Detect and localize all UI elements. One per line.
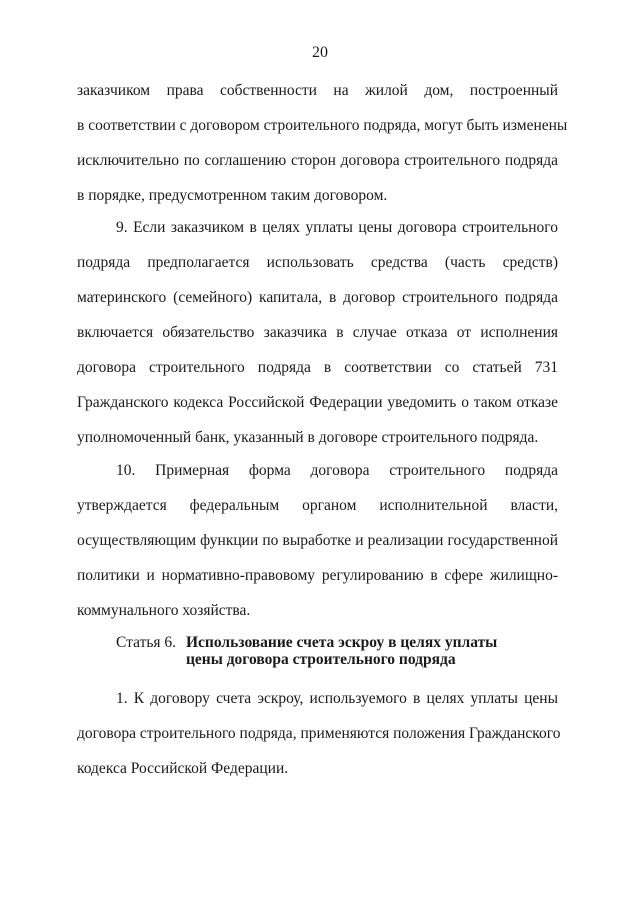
article-title-line: цены договора строительного подряда: [186, 651, 456, 668]
text-line: исключительно по соглашению сторон договора строительного подряда: [77, 152, 558, 169]
text-line: включается обязательство заказчика в случае отказа от исполнения: [77, 324, 558, 341]
article-title-line: Использование счета эскроу в целях уплаты: [186, 634, 498, 651]
text-line: утверждается федеральным органом исполнительной власти,: [77, 497, 558, 514]
text-line: материнского (семейного) капитала, в договор строительного подряда: [77, 289, 558, 306]
text-line: в соответствии с договором строительного подряда, могут быть изменены: [77, 117, 568, 134]
article-number: Статья 6.: [116, 634, 177, 651]
page-number: 20: [312, 44, 328, 61]
text-line: 9. Если заказчиком в целях уплаты цены договора строительного: [116, 219, 558, 236]
text-line: политики и нормативно-правовому регулированию в сфере жилищно-: [77, 567, 558, 584]
text-line: осуществляющим функции по выработке и реализации государственной: [77, 532, 558, 549]
text-line: договора строительного подряда в соответствии со статьей 731: [77, 359, 558, 376]
text-line: договора строительного подряда, применяются положения Гражданского: [77, 725, 561, 742]
text-line: подряда предполагается использовать средства (часть средств): [77, 254, 558, 271]
article-title: [186, 634, 497, 668]
text-line: кодекса Российской Федерации.: [77, 760, 289, 777]
text-line: коммунального хозяйства.: [77, 602, 251, 619]
text-line: 1. К договору счета эскроу, используемого в целях уплаты цены: [116, 690, 558, 707]
text-line: 10. Примерная форма договора строительного подряда: [116, 462, 558, 479]
text-line: заказчиком права собственности на жилой дом, построенный: [77, 82, 558, 99]
text-line: Гражданского кодекса Российской Федерации уведомить о таком отказе: [77, 394, 558, 411]
text-line: в порядке, предусмотренном таким договором.: [77, 187, 388, 204]
text-line: уполномоченный банк, указанный в договоре строительного подряда.: [77, 429, 539, 446]
